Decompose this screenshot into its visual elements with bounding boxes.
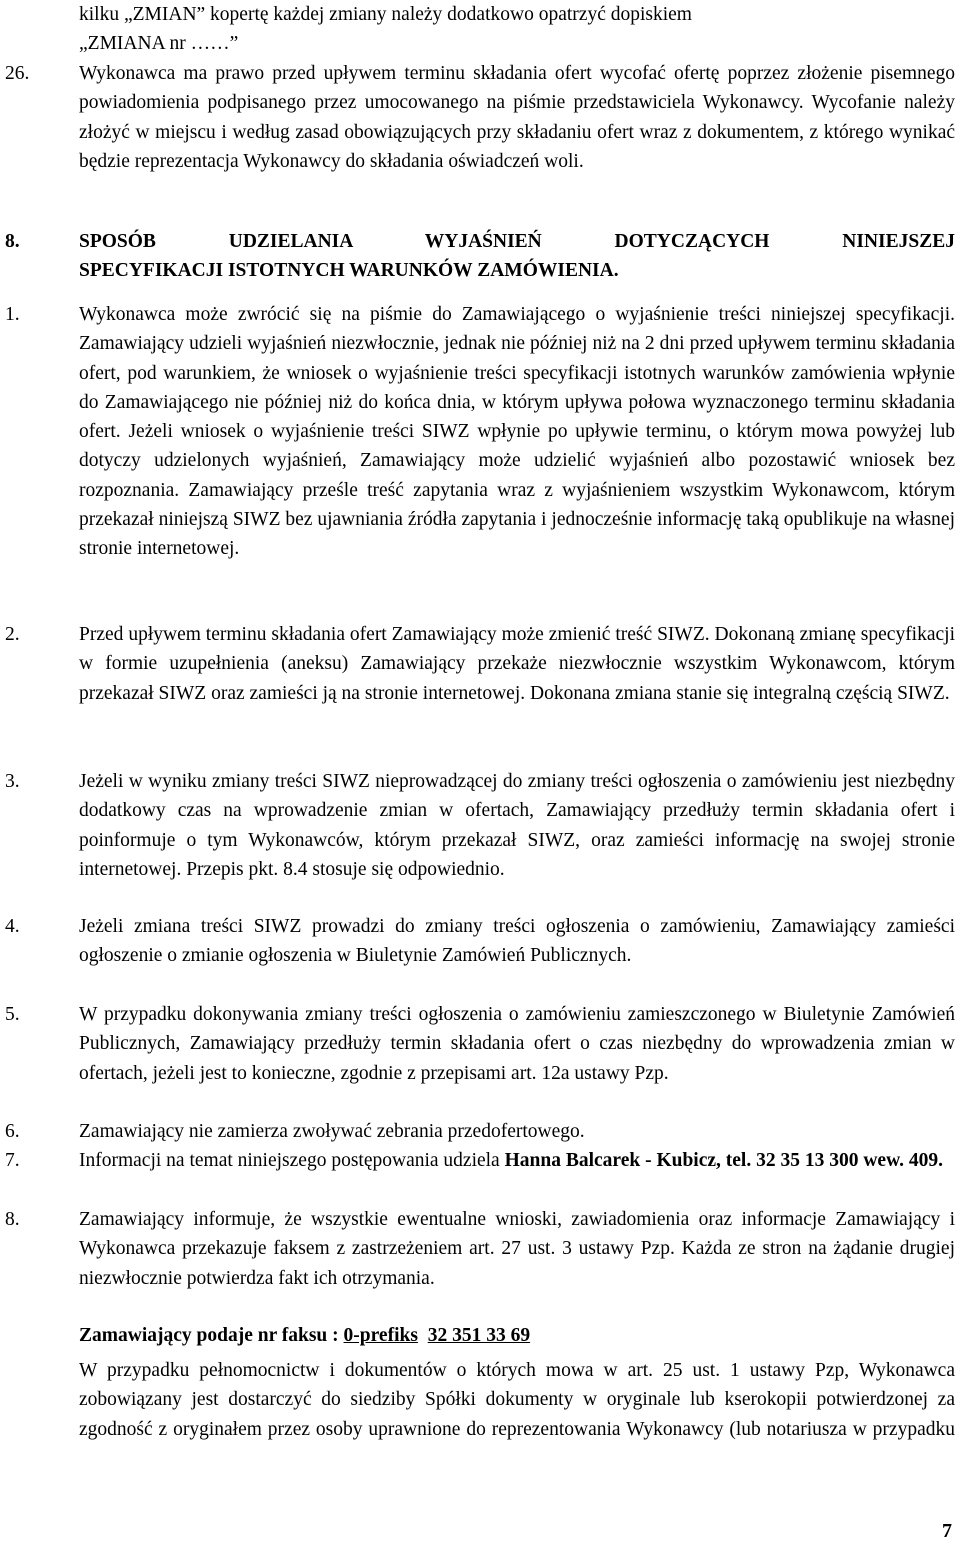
item-6-text: Zamawiający nie zamierza zwoływać zebrania przedofertowego.	[79, 1121, 585, 1142]
section-heading	[79, 227, 955, 286]
continuation-line-1: kilku „ZMIAN” kopertę każdej zmiany należy dodatkowo opatrzyć dopiskiem	[79, 4, 692, 25]
section-heading-line-2: SPECYFIKACJI ISTOTNYCH WARUNKÓW ZAMÓWIENIA.	[79, 260, 619, 282]
contact-person: Hanna Balcarek - Kubicz, tel. 32 35 13 300 wew. 409.	[504, 1150, 943, 1171]
item-3-text: Jeżeli w wyniku zmiany treści SIWZ nieprowadzącej do zmiany treści ogłoszenia o zamówieniu jest niezbędny dodatkowy czas na wprowadzenie zmian w ofertach, Zamawiający przedłuży termin składania ofert i poinformuje o tym Wykonawców, którym przekazał SIWZ, oraz zamieści informację na swojej stronie internetowej. Przepis pkt. 8.4 stosuje się odpowiednio.	[79, 771, 955, 880]
fax-prefix: 0-prefiks	[343, 1325, 418, 1346]
item-7-plain: Informacji na temat niniejszego postępowania udziela	[79, 1150, 505, 1171]
item-8-text: Zamawiający informuje, że wszystkie ewentualne wnioski, zawiadomienia oraz informacje Zamawiający i Wykonawca przekazuje faksem z zastrzeżeniem art. 27 ust. 3 ustawy Pzp. Każda ze stron na żądanie drugiej niezwłocznie potwierdza fakt ich otrzymania.	[79, 1209, 955, 1289]
fax-number: 32 351 33 69	[427, 1325, 531, 1346]
item-1-text: Wykonawca może zwrócić się na piśmie do Zamawiającego o wyjaśnienie treści niniejszej specyfikacji. Zamawiający udzieli wyjaśnień niezwłocznie, jednak nie później niż na 2 dni przed upływem terminu składania ofert, pod warunkiem, że wniosek o wyjaśnienie treści specyfikacji istotnych warunków zamówienia wpłynie do Zamawiającego nie później niż do końca dnia, w którym upływa połowa wyznaczonego terminu składania ofert. Jeżeli wniosek o wyjaśnienie treści SIWZ wpłynie po upływie terminu, o którym mowa powyżej lub dotyczy udzielonych wyjaśnień, Zamawiający może udzielić wyjaśnień albo pozostawić wniosek bez rozpoznania. Zamawiający prześle treść zapytania wraz z wyjaśnieniem wszystkim Wykonawcom, którym przekazał niniejszą SIWZ bez ujawniania źródła zapytania i jednocześnie informację taką opublikuje na własnej stronie internetowej.	[79, 304, 955, 560]
item-number-8: 8.	[5, 1209, 20, 1230]
item-number-7: 7.	[5, 1150, 20, 1171]
continuation-line-2: „ZMIANA nr ……”	[79, 33, 239, 55]
item-number-4: 4.	[5, 916, 20, 937]
item-number-3: 3.	[5, 771, 20, 792]
continuation-text	[79, 0, 955, 59]
paragraph-26: Wykonawca ma prawo przed upływem terminu składania ofert wycofać ofertę poprzez złożenie pisemnego powiadomienia podpisanego przez umocowanego na piśmie przedstawiciela Wykonawcy. Wycofanie należy złożyć w miejscu i według zasad obowiązujących przy składaniu ofert wraz z dokumentem, z którego wynikać będzie reprezentacja Wykonawcy do składania oświadczeń woli.	[79, 63, 955, 172]
item-number-6: 6.	[5, 1121, 20, 1142]
fax-label: Zamawiający podaje nr faksu :	[79, 1325, 344, 1346]
section-number: 8.	[5, 231, 20, 252]
item-2-text: Przed upływem terminu składania ofert Zamawiający może zmienić treść SIWZ. Dokonaną zmianę specyfikacji w formie uzupełnienia (aneksu) Zamawiający przekaże niezwłocznie wszystkim Wykonawcom, którym przekazał SIWZ oraz zamieści ją na stronie internetowej. Dokonana zmiana stanie się integralną częścią SIWZ.	[79, 624, 955, 704]
item-5-text: W przypadku dokonywania zmiany treści ogłoszenia o zamówieniu zamieszczonego w Biuletynie Zamówień Publicznych, Zamawiający przedłuży termin składania ofert o czas niezbędny do wprowadzenia zmian w ofertach, jeżeli jest to konieczne, zgodnie z przepisami art. 12a ustawy Pzp.	[79, 1004, 955, 1084]
section-heading-line-1: SPOSÓB UDZIELANIA WYJAŚNIEŃ DOTYCZĄCYCH NINIEJSZEJ	[79, 231, 955, 252]
final-paragraph: W przypadku pełnomocnictw i dokumentów o których mowa w art. 25 ust. 1 ustawy Pzp, Wykonawca zobowiązany jest dostarczyć do siedziby Spółki dokumenty w oryginale lub kserokopii potwierdzonej za zgodność z oryginałem przez osoby uprawnione do reprezentowania Wykonawcy (lub notariusza w przypadku	[79, 1360, 955, 1440]
item-number-1: 1.	[5, 304, 20, 325]
item-number-26: 26.	[5, 63, 30, 84]
fax-line	[79, 1321, 955, 1350]
item-4-text: Jeżeli zmiana treści SIWZ prowadzi do zmiany treści ogłoszenia o zamówieniu, Zamawiający zamieści ogłoszenie o zmianie ogłoszenia w Biuletynie Zamówień Publicznych.	[79, 916, 955, 967]
item-7-text	[79, 1146, 955, 1175]
item-number-2: 2.	[5, 624, 20, 645]
page-number: 7	[942, 1520, 952, 1542]
item-number-5: 5.	[5, 1004, 20, 1025]
